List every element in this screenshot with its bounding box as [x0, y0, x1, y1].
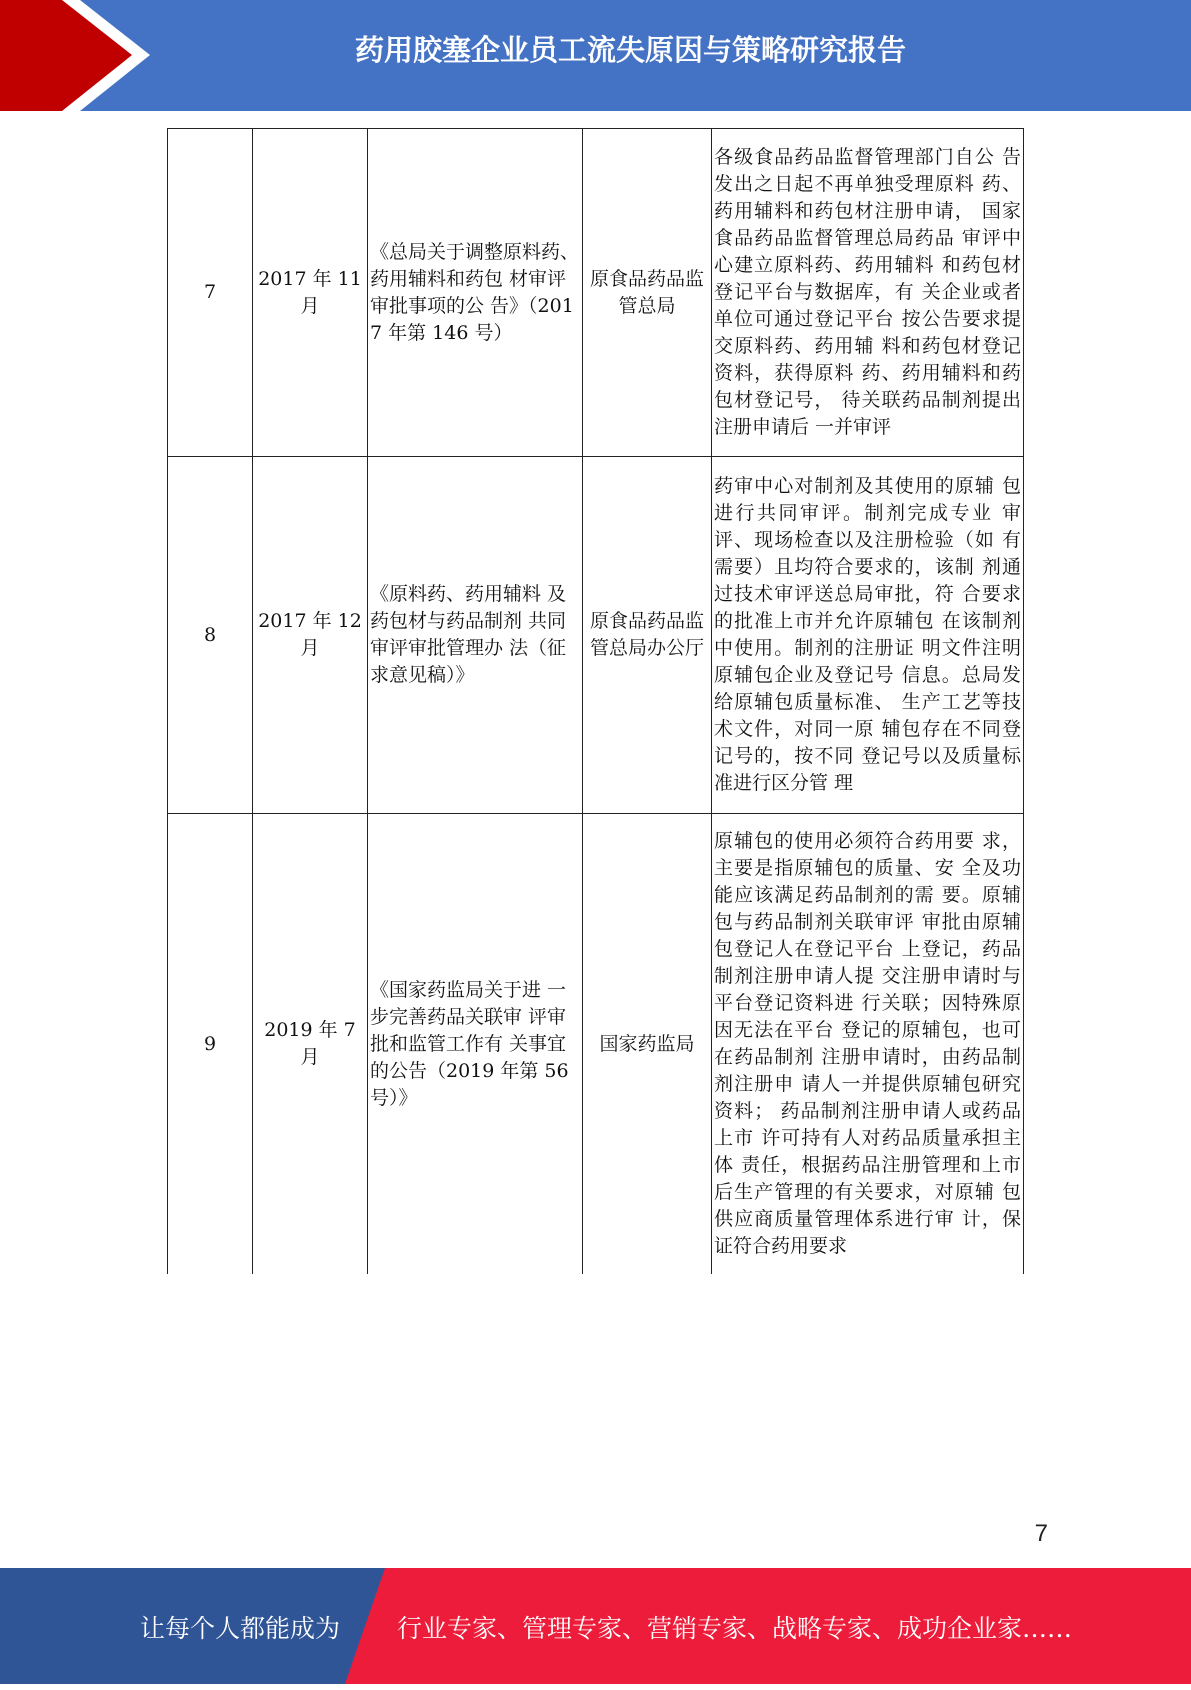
policy-table: [167, 128, 1024, 1274]
page-number: 7: [1034, 1520, 1048, 1547]
issuing-authority: 原食品药品监管总局办公厅: [583, 457, 712, 814]
table-row: [168, 814, 1024, 1275]
policy-content: 原辅包的使用必须符合药用要 求，主要是指原辅包的质量、安 全及功能应该满足药品制剂的需 要。原辅包与药品制剂关联审评 审批由原辅包登记人在登记平台 上登记，药品制剂注册申请人提 交注册申请时与平台登记资料进 行关联；因特殊原因无法在平台 登记的原辅包，也可在药品制剂 注册申请时，由药品制剂注册申 请人一并提供原辅包研究资料； 药品制剂注册申请人或药品上市 许可持有人对药品质量承担主体 责任，根据药品注册管理和上市后生产管理的有关要求，对原辅 包供应商质量管理体系进行审 计，保证符合药用要求: [712, 814, 1024, 1275]
page-footer: [0, 1568, 1191, 1684]
table-row: [168, 129, 1024, 457]
page-header: [0, 0, 1191, 111]
row-number: 7: [168, 129, 253, 457]
policy-content: 药审中心对制剂及其使用的原辅 包进行共同审评。制剂完成专业 审评、现场检查以及注册检验（如 有需要）且均符合要求的，该制 剂通过技术审评送总局审批，符 合要求的批准上市并允许原辅包 在该制剂中使用。制剂的注册证 明文件注明原辅包企业及登记号 信息。总局发给原辅包质量标准、 生产工艺等技术文件，对同一原 辅包存在不同登记号的，按不同 登记号以及质量标准进行区分管 理: [712, 457, 1024, 814]
policy-content: 各级食品药品监督管理部门自公 告发出之日起不再单独受理原料 药、药用辅料和药包材注册申请， 国家食品药品监督管理总局药品 审评中心建立原料药、药用辅料 和药包材登记平台与数据库，有 关企业或者单位可通过登记平台 按公告要求提交原料药、药用辅 料和药包材登记资料，获得原料 药、药用辅料和药包材登记号， 待关联药品制剂提出注册申请后 一并审评: [712, 129, 1024, 457]
issuing-authority: 国家药监局: [583, 814, 712, 1275]
footer-slogan-right: 行业专家、管理专家、营销专家、战略专家、成功企业家……: [397, 1614, 1073, 1643]
row-number: 8: [168, 457, 253, 814]
issue-date: 2017 年 12 月: [253, 457, 368, 814]
issuing-authority: 原食品药品监管总局: [583, 129, 712, 457]
document-name: 《总局关于调整原料药、药用辅料和药包 材审评审批事项的公 告》（2017 年第 146 号）: [368, 129, 583, 457]
footer-slogan-left: 让每个人都能成为: [140, 1614, 341, 1643]
document-name: 《原料药、药用辅料 及药包材与药品制剂 共同审评审批管理办 法（征求意见稿）》: [368, 457, 583, 814]
issue-date: 2019 年 7 月: [253, 814, 368, 1275]
document-name: 《国家药监局关于进 一步完善药品关联审 评审批和监管工作有 关事宜的公告（2019 年第 56 号）》: [368, 814, 583, 1275]
issue-date: 2017 年 11 月: [253, 129, 368, 457]
table-row: [168, 457, 1024, 814]
row-number: 9: [168, 814, 253, 1275]
report-title: 药用胶塞企业员工流失原因与策略研究报告: [354, 33, 906, 67]
